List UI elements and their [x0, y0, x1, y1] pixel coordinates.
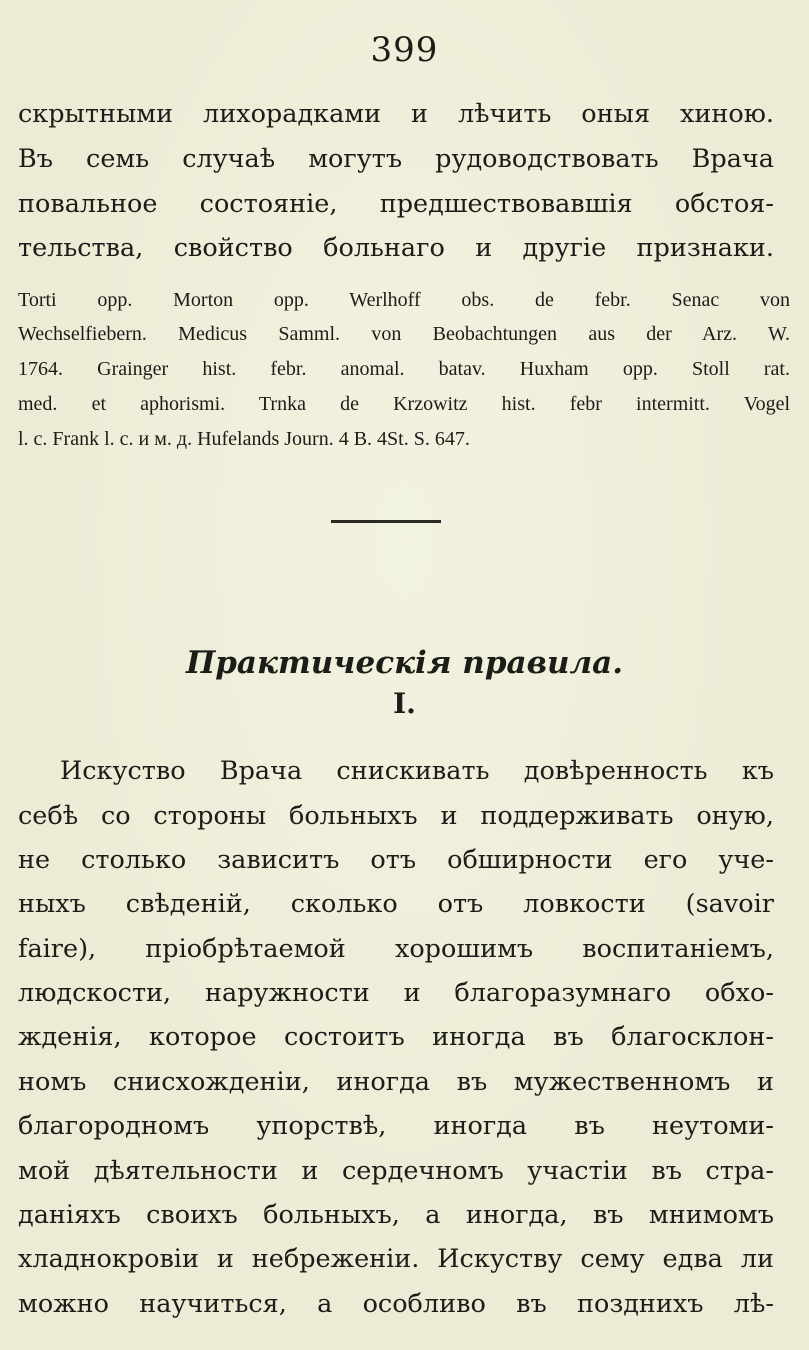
text-line: ныхъ свѣденій, сколько отъ ловкости (savoir [18, 889, 774, 919]
text-line: людскости, наружности и благоразумнаго обхо- [18, 978, 774, 1008]
text-line: хладнокровіи и небреженіи. Искуству сему едва ли [18, 1244, 774, 1274]
reference-line: l. c. Frank l. c. и м. д. Hufelands Journ. 4 B. 4St. S. 647. [18, 428, 470, 450]
reference-line: Wechselfiebern. Medicus Samml. von Beobachtungen aus der Arz. W. [18, 323, 790, 345]
text-line: повальное состояніе, предшествовавшія обстоя- [18, 189, 774, 219]
section-divider [331, 520, 441, 523]
reference-line: Torti opp. Morton opp. Werlhoff obs. de febr. Senac von [18, 289, 790, 311]
text-line: faire), пріобрѣтаемой хорошимъ воспитаніемъ, [18, 934, 774, 964]
text-line: благородномъ упорствѣ, иногда въ неутоми- [18, 1111, 774, 1141]
page-number: 399 [370, 30, 439, 70]
text-line: Искуство Врача снискивать довѣренность къ [60, 756, 774, 786]
text-line: не столько зависитъ отъ обширности его уче- [18, 845, 774, 875]
text-line: тельства, свойство больнаго и другіе признаки. [18, 233, 774, 263]
reference-line: 1764. Grainger hist. febr. anomal. batav. Huxham opp. Stoll rat. [18, 358, 790, 380]
text-line: жденія, которое состоитъ иногда въ благосклон- [18, 1022, 774, 1052]
text-line: мой дѣятельности и сердечномъ участіи въ стра- [18, 1156, 774, 1186]
text-line: можно научиться, а особливо въ позднихъ лѣ- [18, 1289, 774, 1319]
text-line: номъ снисхожденіи, иногда въ мужественномъ и [18, 1067, 774, 1097]
text-line: скрытными лихорадками и лѣчить оныя хиною. [18, 99, 774, 129]
text-line: себѣ со стороны больныхъ и поддерживать оную, [18, 801, 774, 831]
section-heading: Практическія правила. [185, 645, 624, 681]
text-line: даніяхъ своихъ больныхъ, а иногда, въ мнимомъ [18, 1200, 774, 1230]
reference-line: med. et aphorismi. Trnka de Krzowitz hist. febr intermitt. Vogel [18, 393, 790, 415]
text-line: Въ семь случаѣ могутъ рудоводствовать Врача [18, 144, 774, 174]
section-number: I. [393, 687, 416, 720]
